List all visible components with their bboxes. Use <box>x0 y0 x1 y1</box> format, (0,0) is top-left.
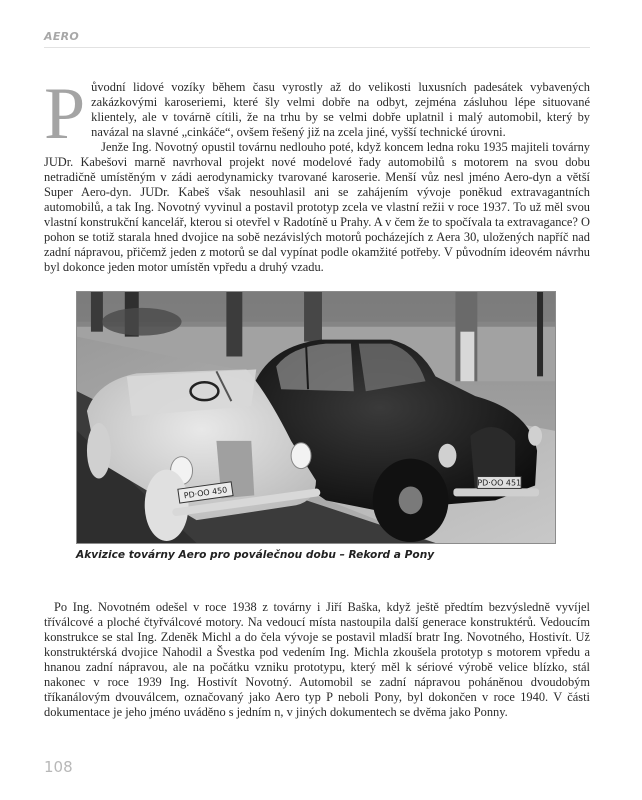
header-rule <box>44 47 590 48</box>
photo-cars <box>76 291 556 544</box>
plate-left: PD·OO 450 <box>183 485 228 501</box>
text-block-top <box>44 73 590 275</box>
drop-cap: P <box>44 73 86 155</box>
paragraph-3: Po Ing. Novotném odešel v roce 1938 z továrny i Jiří Baška, když ještě předtím bezvýsledně vyvíjel tříválcové a ploché čtyřválcové motory. Na vedoucí místa nastoupila další generace konstruktérů. Vedoucím konstrukce se stal Ing. Zdeněk Michl a do čela vývoje se postavil mladší bratr Ing. Novotného, Hostivít. Už konstruktérská dvojice Nahodil a Švestka pod vedením Ing. Michla zkoušela prototyp s motorem vpředu a hnanou zadní nápravou, ale na počátku vzniku prototypu, který měl k sériové výrobě velice blízko, stál nakonec v roce 1939 Ing. Hostivít Novotný. Automobil se zadní nápravou poháněnou dvoudobým tříkanálovým dvouválcem, označovaný jako Aero typ P neboli Pony, byl dokončen v roce 1940. V části dokumentace je jeho jméno uváděno s jedním n, v jiných dokumentech se dvěma jako Ponny. <box>44 600 590 719</box>
cars-photo-illustration <box>77 292 555 543</box>
paragraph-1 <box>44 73 590 155</box>
photo-caption: Akvizice továrny Aero pro poválečnou dobu – Rekord a Pony <box>76 549 435 561</box>
paragraph-2: Jenže Ing. Novotný opustil továrnu nedlouho poté, když koncem ledna roku 1935 majiteli továrny JUDr. Kabešovi marně navrhoval projekt nové modelové řady automobilů s motorem na svou dobu netradičně umístěným v zádi aerodynamicky tvarované karoserie. Menší vůz nesl jméno Aero-dyn a větší Super Aero-dyn. JUDr. Kabeš však nesouhlasil ani se zahájením vývoje poněkud extravagantních automobilů, a tak Ing. Novotný vyvinul a postavil prototyp zcela ve vlastní režii v roce 1937. To už měl svou vlastní konstrukční kancelář, kterou si otevřel v Radotíně u Prahy. A v čem že to spočívala ta extravagance? O pohon se totiž starala hned dvojice na sobě nezávislých motorů pocházejích z Aera 30, uložených napříč nad zadní nápravou, přičemž jeden z motorů se dal vypínat podle okamžité potřeby. V původním ideovém návrhu byl dokonce jeden motor umístěn vpředu a druhý vzadu. <box>44 140 590 274</box>
running-head: AERO <box>44 30 80 43</box>
paragraph-1-text: ůvodní lidové vozíky během času vyrostly až do velikosti luxusních padesátek vybavených zakázkovými karoseriemi, které šly velmi dobře na odbyt, zejména zásluhou lépe situované klientely, ale v továrně cítili, že na trhu by se velmi dobře uplatnil i malý automobil, který by navázal na slavné „cinkáče“, ovšem řešený již na zcela jiné, vyšší technické úrovni. <box>91 80 590 139</box>
page-number: 108 <box>44 758 73 776</box>
text-block-bottom <box>44 600 590 720</box>
plate-right: PD·OO 451 <box>477 478 522 488</box>
